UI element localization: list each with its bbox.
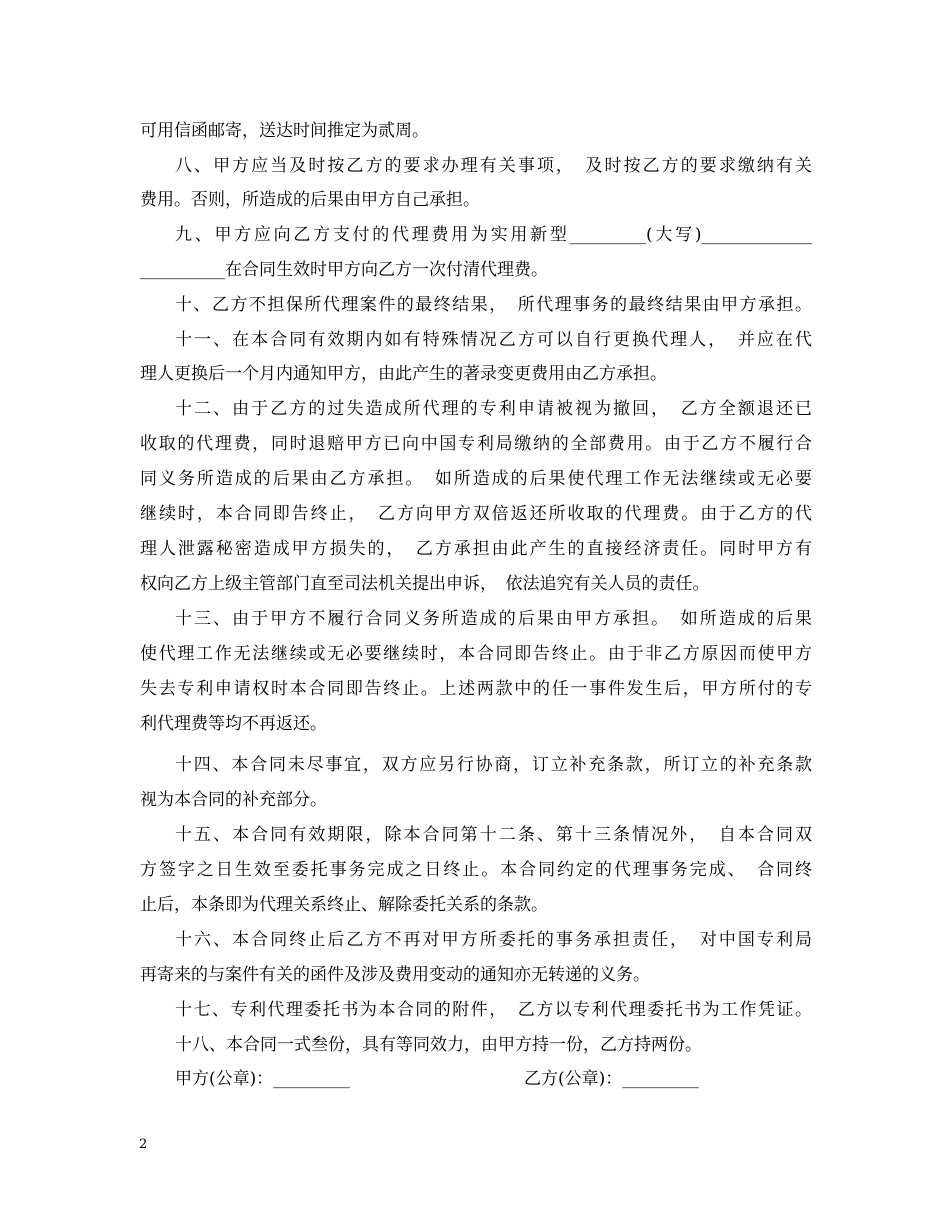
paragraph-line: 十、乙方不担保所代理案件的最终结果， 所代理事务的最终结果由甲方承担。 — [175, 295, 812, 315]
paragraph-line: 同义务所造成的后果由乙方承担。 如所造成的后果使代理工作无法继续或无必要 — [140, 469, 812, 489]
paragraph-line: 再寄来的与案件有关的函件及涉及费用变动的通知亦无转递的义务。 — [140, 965, 650, 985]
paragraph-line: 十四、本合同未尽事宜，双方应另行协商，订立补充条款，所订立的补充条款 — [175, 755, 812, 775]
paragraph-line: 收取的代理费，同时退赔甲方已向中国专利局缴纳的全部费用。由于乙方不履行合 — [140, 434, 812, 454]
paragraph-line: 十一、在本合同有效期内如有特殊情况乙方可以自行更换代理人， 并应在代 — [175, 330, 812, 350]
paragraph-line: 使代理工作无法继续或无必要继续时，本合同即告终止。由于非乙方原因而使甲方 — [140, 644, 812, 664]
paragraph-line: 理人泄露秘密造成甲方损失的， 乙方承担由此产生的直接经济责任。同时甲方有 — [140, 539, 812, 559]
party-b-signature: 乙方(公章)：_________ — [524, 1069, 699, 1089]
paragraph-line: 费用。否则，所造成的后果由甲方自己承担。 — [140, 190, 480, 210]
paragraph-line: 十三、由于甲方不履行合同义务所造成的后果由甲方承担。 如所造成的后果 — [175, 609, 812, 629]
party-a-signature: 甲方(公章)：_________ — [175, 1069, 350, 1089]
paragraph-line: 理人更换后一个月内通知甲方，由此产生的著录变更费用由乙方承担。 — [140, 364, 667, 384]
paragraph-line: 止后，本条即为代理关系终止、解除委托关系的条款。 — [140, 895, 548, 915]
paragraph-line: 十五、本合同有效期限，除本合同第十二条、第十三条情况外， 自本合同双 — [175, 825, 812, 845]
paragraph-line: 十二、由于乙方的过失造成所代理的专利申请被视为撤回， 乙方全额退还已 — [175, 399, 812, 419]
paragraph-line: 十八、本合同一式叁份，具有等同效力，由甲方持一份，乙方持两份。 — [175, 1035, 702, 1055]
paragraph-line: 九、甲方应向乙方支付的代理费用为实用新型_________(大写)_____________ — [175, 225, 812, 245]
paragraph-line: 可用信函邮寄，送达时间推定为贰周。 — [140, 121, 429, 141]
paragraph-line: 失去专利申请权时本合同即告终止。上述两款中的任一事件发生后，甲方所付的专 — [140, 679, 812, 699]
paragraph-line: 权向乙方上级主管部门直至司法机关提出申诉， 依法追究有关人员的责任。 — [140, 574, 710, 594]
paragraph-line: 十七、专利代理委托书为本合同的附件， 乙方以专利代理委托书为工作凭证。 — [175, 1000, 812, 1020]
page-number: 2 — [139, 1137, 148, 1152]
paragraph-line: 视为本合同的补充部分。 — [140, 790, 327, 810]
paragraph-line: 方签字之日生效至委托事务完成之日终止。本合同约定的代理事务完成、 合同终 — [140, 860, 812, 880]
paragraph-line: __________在合同生效时甲方向乙方一次付清代理费。 — [140, 260, 548, 280]
paragraph-line: 利代理费等均不再返还。 — [140, 714, 327, 734]
paragraph-line: 十六、本合同终止后乙方不再对甲方所委托的事务承担责任， 对中国专利局 — [175, 930, 812, 950]
paragraph-line: 八、甲方应当及时按乙方的要求办理有关事项， 及时按乙方的要求缴纳有关 — [175, 156, 812, 176]
paragraph-line: 继续时，本合同即告终止， 乙方向甲方双倍返还所收取的代理费。由于乙方的代 — [140, 504, 812, 524]
